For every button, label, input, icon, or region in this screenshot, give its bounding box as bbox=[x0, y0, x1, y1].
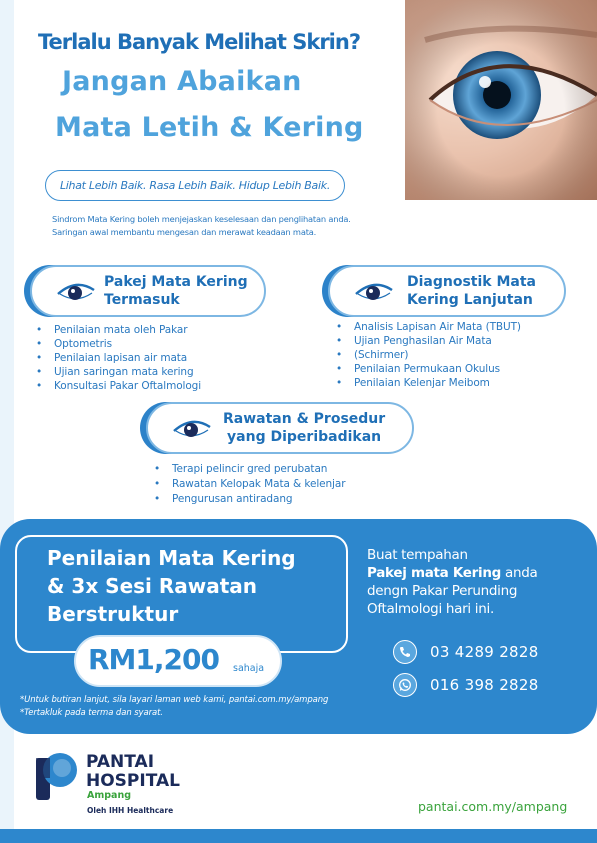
package-card-dry-eye bbox=[30, 265, 266, 317]
list-item: • Pengurusan antiradang bbox=[152, 492, 345, 507]
list-item: • Rawatan Kelopak Mata & kelenjar bbox=[152, 477, 345, 492]
phone-contact[interactable] bbox=[393, 640, 539, 664]
eye-icon bbox=[56, 280, 96, 308]
list-item: • Ujian Penghasilan Air Mata bbox=[334, 334, 521, 348]
whatsapp-icon bbox=[393, 673, 417, 697]
promo-title-line1: Penilaian Mata Kering bbox=[47, 546, 296, 570]
package-title-line2: Termasuk bbox=[104, 292, 180, 308]
package-1-list bbox=[34, 323, 201, 393]
package-title-line2: yang Diperibadikan bbox=[227, 429, 382, 445]
list-item: • Penilaian Permukaan Okulus bbox=[334, 362, 521, 376]
phone-icon bbox=[393, 640, 417, 664]
hero-headline-line2: Mata Letih & Kering bbox=[55, 112, 364, 143]
cta-line2 bbox=[367, 564, 587, 582]
website-link[interactable]: pantai.com.my/ampang bbox=[418, 799, 568, 814]
eye-icon bbox=[172, 417, 212, 445]
tagline: Lihat Lebih Baik. Rasa Lebih Baik. Hidup Lebih Baik. bbox=[45, 170, 345, 201]
list-item-continuation: • Optometris bbox=[34, 337, 201, 351]
package-title bbox=[104, 273, 248, 309]
promo-title-line3: Berstruktur bbox=[47, 602, 179, 626]
hero-headline-line1: Jangan Abaikan bbox=[62, 66, 302, 97]
list-item: • Terapi pelincir gred perubatan bbox=[152, 462, 345, 477]
whatsapp-number: 016 398 2828 bbox=[430, 676, 539, 694]
cta-line4: Oftalmologi hari ini. bbox=[367, 601, 494, 617]
list-item: • Penilaian mata oleh Pakar bbox=[34, 323, 201, 337]
brand-group: Oleh IHH Healthcare bbox=[87, 806, 174, 815]
footnote-terms: *Tertakluk pada terma dan syarat. bbox=[20, 708, 163, 718]
bottom-bar bbox=[0, 829, 597, 843]
package-title-line2: Kering Lanjutan bbox=[407, 292, 533, 308]
cta-package-name: Pakej mata Kering bbox=[367, 565, 502, 581]
brand-name bbox=[86, 753, 180, 791]
intro-text bbox=[52, 213, 351, 239]
eye-icon bbox=[354, 280, 394, 308]
cta-line2-rest: anda bbox=[501, 565, 538, 581]
promo-title-line2: & 3x Sesi Rawatan bbox=[47, 574, 258, 598]
package-title-line1: Rawatan & Prosedur bbox=[223, 411, 386, 427]
package-title-line1: Pakej Mata Kering bbox=[104, 274, 248, 290]
list-item: • Penilaian lapisan air mata bbox=[34, 351, 201, 365]
intro-line1: Sindrom Mata Kering boleh menjejaskan keselesaan dan penglihatan anda. bbox=[52, 214, 351, 224]
package-card-treatment bbox=[146, 402, 414, 454]
phone-number: 03 4289 2828 bbox=[430, 643, 539, 661]
package-card-diagnostic bbox=[328, 265, 566, 317]
package-title bbox=[223, 410, 385, 446]
eye-photo bbox=[405, 0, 597, 200]
price: RM1,200 bbox=[88, 643, 219, 676]
brand-name-line2: HOSPITAL bbox=[86, 771, 180, 791]
list-item-continuation: • Konsultasi Pakar Oftalmologi bbox=[34, 379, 201, 393]
package-2-list bbox=[334, 320, 521, 390]
promo-title bbox=[47, 544, 296, 628]
brand-branch: Ampang bbox=[87, 790, 132, 801]
list-item: • Ujian saringan mata kering bbox=[34, 365, 201, 379]
list-item-continuation: • (Schirmer) bbox=[334, 348, 521, 362]
package-3-list bbox=[152, 462, 345, 507]
cta-line1: Buat tempahan bbox=[367, 547, 468, 563]
package-title-line1: Diagnostik Mata bbox=[407, 274, 537, 290]
brand-name-line1: PANTAI bbox=[86, 752, 155, 772]
package-title bbox=[407, 273, 536, 309]
pantai-logo bbox=[36, 752, 78, 800]
cta-text bbox=[367, 546, 587, 618]
whatsapp-contact[interactable] bbox=[393, 673, 539, 697]
footnote-website: *Untuk butiran lanjut, sila layari laman web kami, pantai.com.my/ampang bbox=[20, 695, 329, 705]
price-suffix: sahaja bbox=[233, 663, 265, 674]
list-item: • Penilaian Kelenjar Meibom bbox=[334, 376, 521, 390]
cta-line3: dengn Pakar Perunding bbox=[367, 583, 518, 599]
intro-line2: Saringan awal membantu mengesan dan merawat keadaan mata. bbox=[52, 227, 317, 237]
hero-kicker: Terlalu Banyak Melihat Skrin? bbox=[38, 30, 361, 54]
list-item: • Analisis Lapisan Air Mata (TBUT) bbox=[334, 320, 521, 334]
